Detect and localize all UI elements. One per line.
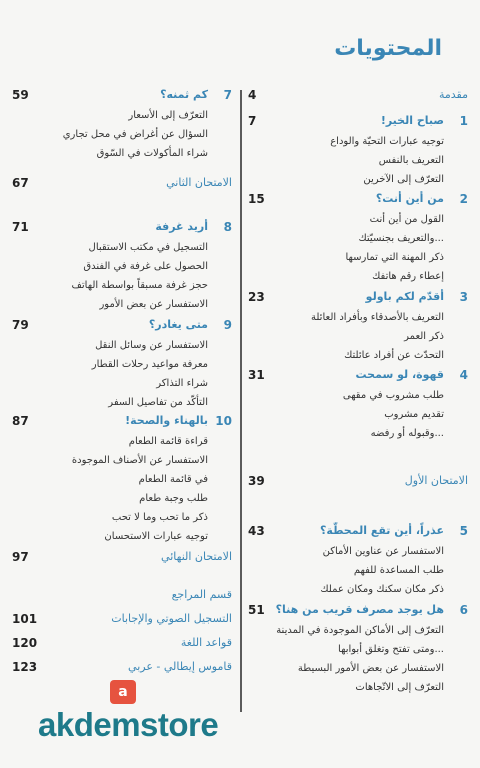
subtopic-item: التعريف بالنفس: [378, 155, 444, 166]
subtopic-item: التعريف بالأصدقاء وبأفراد العائلة: [311, 312, 444, 323]
toc-entry-header[interactable]: [248, 88, 468, 106]
toc-entry-header[interactable]: [12, 636, 232, 654]
page-number: 67: [12, 176, 29, 190]
subtopic-item: طلب مشروب في مقهى: [342, 390, 444, 401]
chapter-title: مقدمة: [438, 88, 468, 101]
subtopic-item: الحصول على غرفة في الفندق: [83, 261, 208, 272]
subtopic-item: ذكر العمر: [404, 331, 444, 342]
page-number: 79: [12, 318, 29, 332]
toc-section: [12, 588, 232, 606]
akdemstore-logo: [38, 676, 238, 756]
column-divider: [240, 90, 242, 712]
chapter-number: 5: [459, 524, 468, 538]
subtopic-item: توجيه عبارات الاستحسان: [104, 531, 208, 542]
toc-entry-header[interactable]: [248, 192, 468, 210]
toc-section: [248, 603, 468, 697]
chapter-title: صباح الخير!: [380, 114, 444, 127]
subtopic-item: الاستفسار عن الأصناف الموجودة: [71, 455, 208, 466]
toc-entry-header[interactable]: [12, 550, 232, 568]
chapter-title: متى يغادر؟: [148, 318, 208, 331]
subtopic-item: شراء التذاكر: [156, 378, 208, 389]
chapter-title: التسجيل الصوتي والإجابات: [111, 612, 232, 625]
chapter-title: أريد غرفة: [155, 220, 208, 233]
toc-section: [12, 636, 232, 654]
subtopic-item: التعرّف إلى الأسعار: [128, 110, 208, 121]
chapter-title: قسم المراجع: [171, 588, 232, 601]
subtopic-item: قراءة قائمة الطعام: [128, 436, 208, 447]
toc-right-column: [248, 0, 468, 768]
subtopic-item: التحدّث عن أفراد عائلتك: [344, 350, 444, 361]
subtopic-list: [12, 238, 232, 314]
toc-entry-header[interactable]: [248, 603, 468, 621]
subtopic-item: الاستفسار عن عناوين الأماكن: [322, 546, 444, 557]
toc-section: [248, 114, 468, 189]
subtopic-item: ...وقبوله أو رفضه: [370, 428, 444, 439]
chapter-title: قاموس إيطالي - عربي: [128, 660, 232, 673]
subtopic-item: تقديم مشروب: [384, 409, 444, 420]
subtopic-item: التعرّف إلى الاتّجاهات: [355, 682, 444, 693]
subtopic-item: القول من أين أنت: [369, 214, 444, 225]
toc-section: [248, 88, 468, 106]
toc-entry-header[interactable]: [12, 588, 232, 606]
subtopic-item: معرفة مواعيد رحلات القطار: [91, 359, 208, 370]
toc-entry-header[interactable]: [12, 176, 232, 194]
subtopic-item: ...والتعريف بجنسيّتك: [358, 233, 444, 244]
chapter-title: الامتحان النهائي: [161, 550, 232, 563]
subtopic-item: شراء المأكولات في السّوق: [96, 148, 208, 159]
subtopic-list: [12, 432, 232, 546]
subtopic-list: [248, 132, 468, 189]
page-number: 120: [12, 636, 38, 650]
toc-section: [248, 474, 468, 492]
chapter-title: أقدّم لكم باولو: [365, 290, 444, 303]
page-number: 43: [248, 524, 265, 538]
page-number: 51: [248, 603, 265, 617]
subtopic-item: طلب المساعدة للفهم: [353, 565, 444, 576]
subtopic-item: إعطاء رقم هاتفك: [372, 271, 444, 282]
subtopic-list: [248, 542, 468, 599]
subtopic-item: التأكّد من تفاصيل السفر: [108, 397, 208, 408]
chapter-title: الامتحان الأول: [404, 474, 468, 487]
toc-section: [248, 192, 468, 286]
subtopic-item: ...ومتى تفتح وتغلق أبوابها: [338, 644, 444, 655]
page-number: 71: [12, 220, 29, 234]
page-number: 97: [12, 550, 29, 564]
toc-section: [248, 290, 468, 365]
page-number: 59: [12, 88, 29, 102]
subtopic-item: ذكر مكان سكنك ومكان عملك: [320, 584, 444, 595]
toc-section: [12, 550, 232, 568]
toc-entry-header[interactable]: [248, 290, 468, 308]
toc-entry-header[interactable]: [248, 368, 468, 386]
chapter-title: قواعد اللغة: [180, 636, 232, 649]
page-title: المحتويات: [334, 36, 442, 61]
chapter-title: الامتحان الثاني: [166, 176, 232, 189]
subtopic-item: ذكر المهنة التي تمارسها: [345, 252, 444, 263]
page-number: 101: [12, 612, 38, 626]
page-number: 4: [248, 88, 257, 102]
chapter-title: بالهناء والصحة!: [125, 414, 208, 427]
page-number: 31: [248, 368, 265, 382]
chapter-number: 7: [223, 88, 232, 102]
page-number: 87: [12, 414, 29, 428]
chapter-title: كم ثمنه؟: [160, 88, 208, 101]
subtopic-item: التسجيل في مكتب الاستقبال: [88, 242, 208, 253]
toc-section: [12, 88, 232, 163]
toc-section: [248, 524, 468, 599]
subtopic-item: طلب وجبة طعام: [139, 493, 208, 504]
toc-entry-header[interactable]: [248, 524, 468, 542]
toc-section: [12, 414, 232, 546]
chapter-number: 10: [215, 414, 232, 428]
toc-entry-header[interactable]: [12, 414, 232, 432]
subtopic-list: [248, 386, 468, 443]
toc-entry-header[interactable]: [12, 88, 232, 106]
toc-section: [12, 220, 232, 314]
subtopic-item: التعرّف إلى الأماكن الموجودة في المدينة: [276, 625, 444, 636]
toc-section: [248, 368, 468, 443]
chapter-number: 4: [459, 368, 468, 382]
subtopic-list: [248, 621, 468, 697]
subtopic-list: [12, 106, 232, 163]
subtopic-item: توجيه عبارات التحيّة والوداع: [330, 136, 444, 147]
chapter-title: هل يوجد مصرف قريب من هنا؟: [275, 603, 444, 616]
page-number: 39: [248, 474, 265, 488]
subtopic-item: السؤال عن أغراض في محل تجاري: [62, 129, 208, 140]
subtopic-item: الاستفسار عن وسائل النقل: [95, 340, 208, 351]
toc-entry-header[interactable]: [12, 612, 232, 630]
page-number: 123: [12, 660, 38, 674]
page-number: 23: [248, 290, 265, 304]
chapter-number: 3: [459, 290, 468, 304]
chapter-number: 8: [223, 220, 232, 234]
subtopic-list: [248, 308, 468, 365]
chapter-number: 9: [223, 318, 232, 332]
toc-section: [12, 318, 232, 412]
subtopic-item: في قائمة الطعام: [138, 474, 208, 485]
subtopic-item: الاستفسار عن بعض الأمور البسيطة: [297, 663, 444, 674]
toc-entry-header[interactable]: [248, 474, 468, 492]
subtopic-list: [248, 210, 468, 286]
logo-wordmark: akdemstore: [38, 706, 219, 743]
subtopic-item: الاستفسار عن بعض الأمور: [99, 299, 208, 310]
toc-left-column: [12, 0, 232, 768]
chapter-title: عذراً، أين تقع المحطّة؟: [320, 524, 444, 537]
subtopic-list: [12, 336, 232, 412]
chapter-title: من أين أنت؟: [375, 192, 444, 205]
page-number: 7: [248, 114, 257, 128]
chapter-number: 1: [459, 114, 468, 128]
logo-badge-icon: a: [110, 680, 136, 704]
subtopic-item: حجز غرفة مسبقاً بواسطة الهاتف: [71, 280, 208, 291]
toc-entry-header[interactable]: [248, 114, 468, 132]
subtopic-item: ذكر ما تحب وما لا تحب: [111, 512, 208, 523]
subtopic-item: التعرّف إلى الآخرين: [363, 174, 444, 185]
toc-section: [12, 612, 232, 630]
chapter-number: 6: [459, 603, 468, 617]
chapter-number: 2: [459, 192, 468, 206]
page-number: 15: [248, 192, 265, 206]
toc-entry-header[interactable]: [12, 220, 232, 238]
chapter-title: قهوة، لو سمحت: [355, 368, 444, 381]
toc-entry-header[interactable]: [12, 318, 232, 336]
toc-section: [12, 176, 232, 194]
